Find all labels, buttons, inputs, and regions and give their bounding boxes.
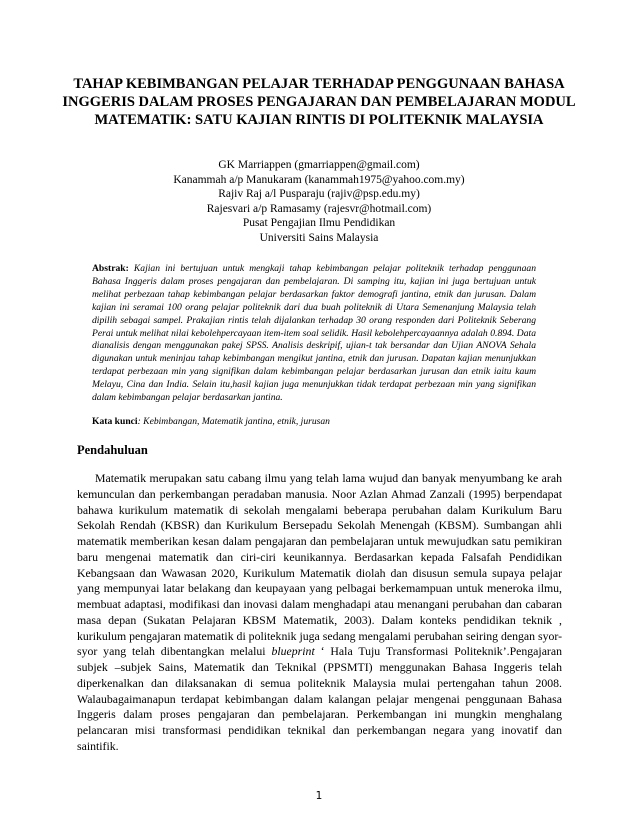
- paragraph-text-continued: ‘ Hala Tuju Transformasi Politeknik’.Pengajaran subjek –subjek Sains, Matematik dan Teknikal (PPSMTI) menggunakan Bahasa Inggeris telah diperkenalkan dan dilaksanakan di semua politeknik Malaysia mulai pertengahan tahun 2008. Walaubagaimanapun terdapat kebimbangan dalam kalangan pelajar mengenai penggunaan Bahasa Inggeris dalam proses pengajaran dan pembelajaran. Perkembangan ini mungkin menghalang pelancaran misi transformasi pendidikan teknikal dan perkembangan negara yang inovatif dan saintifik.: [77, 644, 562, 753]
- paragraph-text: Matematik merupakan satu cabang ilmu yang telah lama wujud dan banyak menyumbang ke arah kemunculan dan perkembangan peradaban manusia. Noor Azlan Ahmad Zanzali (1995) berpendapat bahawa kurikulum matematik di sekolah mengalami beberapa perubahan dalam Kurikulum Baru Sekolah Rendah (KBSR) dan Kurikulum Bersepadu Sekolah Menengah (KBSM). Sumbangan ahli matematik memberikan kesan dalam pengajaran dan pembelajaran untuk mewujudkan satu pemikiran baru mengenai matematik dan ciri-ciri keunikannya. Berdasarkan kepada Falsafah Pendidikan Kebangsaan dan Wawasan 2020, Kurikulum Matematik diolah dan disusun semula supaya pelajar yang mempunyai latar belakang dan keupayaan yang pelbagai berkemampuan untuk meneroka ilmu, membuat adaptasi, modifikasi dan inovasi dalam menghadapi atau menangani perubahan dan cabaran masa depan (Sukatan Pelajaran KBSM Matematik, 2003). Dalam konteks pendidikan teknik , kurikulum pengajaran matematik di politeknik juga sedang mengalami perubahan seiring dengan syor-syor yang telah dibentangkan melalui: [77, 471, 562, 659]
- author-block: [60, 158, 578, 246]
- author-line: Kanammah a/p Manukaram (kanammah1975@yahoo.com.my): [173, 173, 465, 186]
- abstract-text: Kajian ini bertujuan untuk mengkaji tahap kebimbangan pelajar politeknik terhadap penggunaan Bahasa Inggeris dalam proses pengajaran dan pembelajaran. Di samping itu, kajian ini juga bertujuan untuk melihat perbezaan tahap kebimbangan pelajar berdasarkan faktor demografi jantina, etnik dan jurusan. Dalam kajian ini seramai 100 orang pelajar politeknik dari dua buah politeknik di Utara Semenanjung Malaysia telah dipilih sebagai sampel. Prakajian rintis telah dijalankan terhadap 30 orang responden dari Politeknik Seberang Perai untuk melihat nilai kebolehpercayaan item-item soal selidik. Hasil kebolehpercayaannya adalah 0.894. Data dianalisis dengan menggunakan pakej SPSS. Analisis deskripif, ujian-t tak bersandar dan Ujian ANOVA Sehala digunakan untuk meninjau tahap kebimbangan mengikut jantina, etnik dan jurusan. Dapatan kajian menunjukkan terdapat perbezaan min yang signifikan dalam kebimbangan pelajar berdasarkan jurusan dan etnik iaitu kaum Melayu, Cina dan India. Selain itu,hasil kajian juga menunjukkan tidak terdapat perbezaan min yang signifikan dalam kebimbangan pelajar berdasarkan jantina.: [92, 263, 536, 404]
- keywords-text: : Kebimbangan, Matematik jantina, etnik, jurusan: [137, 416, 330, 427]
- page-number: 1: [315, 790, 323, 802]
- section-heading: Pendahuluan: [77, 443, 148, 457]
- author-line: GK Marriappen (gmarriappen@gmail.com): [218, 159, 420, 171]
- abstract: [92, 263, 536, 405]
- paper-title: TAHAP KEBIMBANGAN PELAJAR TERHADAP PENGGUNAAN BAHASA INGGERIS DALAM PROSES PENGAJARAN DAN PEMBELAJARAN MODUL MATEMATIK: SATU KAJIAN RINTIS DI POLITEKNIK MALAYSIA: [62, 76, 576, 128]
- keywords: [92, 416, 536, 429]
- paragraph-emphasis: blueprint: [271, 644, 315, 659]
- keywords-label: Kata kunci: [92, 416, 138, 427]
- affiliation-line: Universiti Sains Malaysia: [259, 231, 379, 244]
- author-line: Rajiv Raj a/l Pusparaju (rajiv@psp.edu.my): [218, 188, 420, 201]
- affiliation-line: Pusat Pengajian Ilmu Pendidikan: [242, 217, 396, 230]
- abstract-label: Abstrak:: [92, 263, 129, 274]
- body-paragraph: [77, 471, 562, 755]
- author-line: Rajesvari a/p Ramasamy (rajesvr@hotmail.com): [206, 202, 432, 215]
